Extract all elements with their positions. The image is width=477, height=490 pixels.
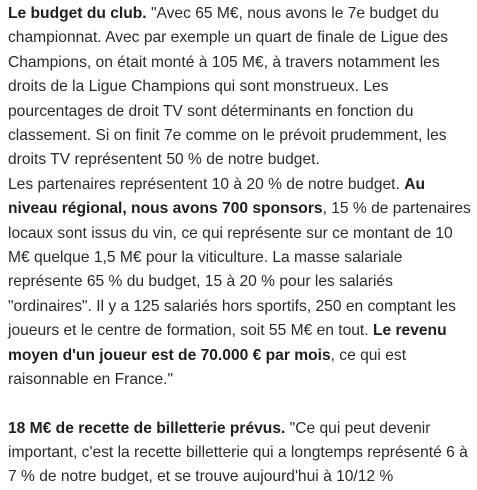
- lead-ticketing: 18 M€ de recette de billetterie prévus.: [8, 419, 286, 437]
- lead-club-budget: Le budget du club.: [8, 5, 147, 22]
- highlight-average-salary: Le revenu moyen d'un joueur est de 70.000 € par mois: [8, 322, 447, 364]
- text-partners-details: , 15 % de partenaires locaux sont issus du vin, ce qui représente sur ce montant de 10 M€ quelque 1,5 M€ pour la viticulture. La masse salariale représente 65 % du budget, 15 à 20 % pour les salariés "ordinaires". Il y a 125 salariés hors sportifs, 250 en comptant les joueurs et le centre de formation, soit 55 M€ en tout.: [8, 200, 471, 340]
- text-partners-intro: Les partenaires représentent 10 à 20 % de notre budget.: [8, 175, 405, 193]
- article-body: [8, 2, 474, 490]
- paragraph-partners: [8, 173, 474, 393]
- text-ticketing: "Ce qui peut devenir important, c'est la recette billetterie qui a longtemps représenté 6 à 7 % de notre budget, et se trouve aujourd'hui à 10/12 %: [8, 419, 468, 486]
- highlight-regional-sponsors: Au niveau régional, nous avons 700 sponsors: [8, 175, 425, 218]
- text-club-budget: "Avec 65 M€, nous avons le 7e budget du championnat. Avec par exemple un quart de finale de Ligue des Champions, on était monté à 105 M€, à travers notamment les droits de la Ligue Champions qui sont monstrueux. Les pourcentages de droit TV sont déterminants en fonction du classement. Si on finit 7e comme on le prévoit prudemment, les droits TV représentent 50 % de notre budget.: [8, 5, 449, 169]
- paragraph-club-budget: [8, 2, 474, 173]
- text-partners-end: , ce qui est raisonnable en France.": [8, 346, 407, 389]
- paragraph-ticketing: [8, 417, 474, 490]
